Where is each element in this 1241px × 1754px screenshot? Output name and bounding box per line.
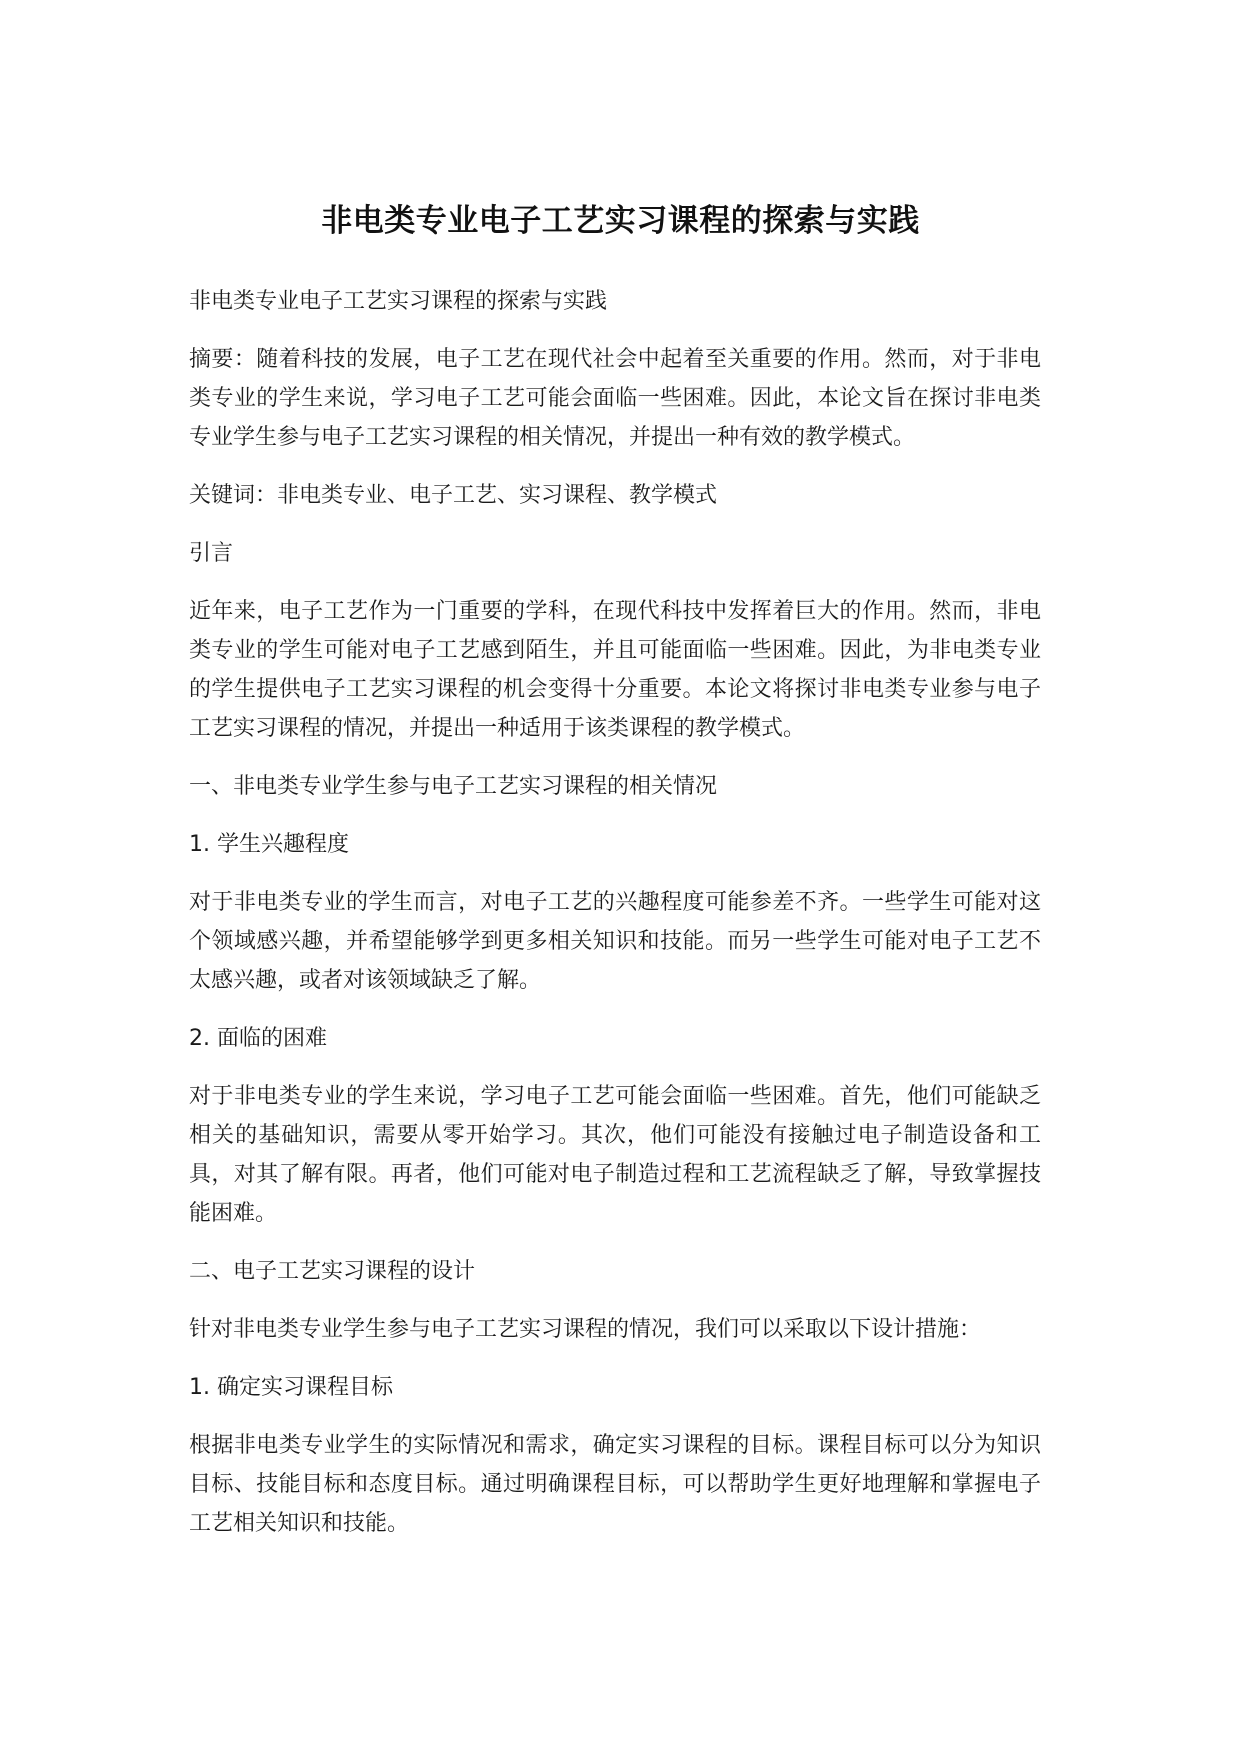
paragraph-2-1: 根据非电类专业学生的实际情况和需求，确定实习课程的目标。课程目标可以分为知识目标、技能目标和态度目标。通过明确课程目标，可以帮助学生更好地理解和掌握电子工艺相关知识和技能。 (189, 1433, 1041, 1536)
subheading-1-1: 1. 学生兴趣程度 (189, 832, 349, 857)
paragraph-1-1: 对于非电类专业的学生而言，对电子工艺的兴趣程度可能参差不齐。一些学生可能对这个领域感兴趣，并希望能够学到更多相关知识和技能。而另一些学生可能对电子工艺不太感兴趣，或者对该领域缺乏了解。 (189, 890, 1041, 993)
section-heading-1: 一、非电类专业学生参与电子工艺实习课程的相关情况 (189, 774, 718, 799)
document-body (189, 282, 1041, 1562)
section-heading-introduction: 引言 (189, 541, 234, 566)
paragraph-1-2: 对于非电类专业的学生来说，学习电子工艺可能会面临一些困难。首先，他们可能缺乏相关的基础知识，需要从零开始学习。其次，他们可能没有接触过电子制造设备和工具，对其了解有限。再者，他们可能对电子制造过程和工艺流程缺乏了解，导致掌握技能困难。 (189, 1084, 1041, 1226)
subheading-2-1: 1. 确定实习课程目标 (189, 1375, 393, 1400)
introduction-paragraph: 近年来，电子工艺作为一门重要的学科，在现代科技中发挥着巨大的作用。然而，非电类专业的学生可能对电子工艺感到陌生，并且可能面临一些困难。因此，为非电类专业的学生提供电子工艺实习课程的机会变得十分重要。本论文将探讨非电类专业参与电子工艺实习课程的情况，并提出一种适用于该类课程的教学模式。 (189, 599, 1041, 741)
abstract-paragraph: 摘要：随着科技的发展，电子工艺在现代社会中起着至关重要的作用。然而，对于非电类专业的学生来说，学习电子工艺可能会面临一些困难。因此，本论文旨在探讨非电类专业学生参与电子工艺实习课程的相关情况，并提出一种有效的教学模式。 (189, 347, 1041, 450)
subheading-1-2: 2. 面临的困难 (189, 1026, 327, 1051)
paragraph-2-intro: 针对非电类专业学生参与电子工艺实习课程的情况，我们可以采取以下设计措施： (189, 1317, 982, 1342)
subtitle-paragraph: 非电类专业电子工艺实习课程的探索与实践 (189, 289, 608, 314)
document-title: 非电类专业电子工艺实习课程的探索与实践 (321, 202, 920, 239)
keywords-paragraph: 关键词：非电类专业、电子工艺、实习课程、教学模式 (189, 483, 718, 508)
section-heading-2: 二、电子工艺实习课程的设计 (189, 1259, 476, 1284)
